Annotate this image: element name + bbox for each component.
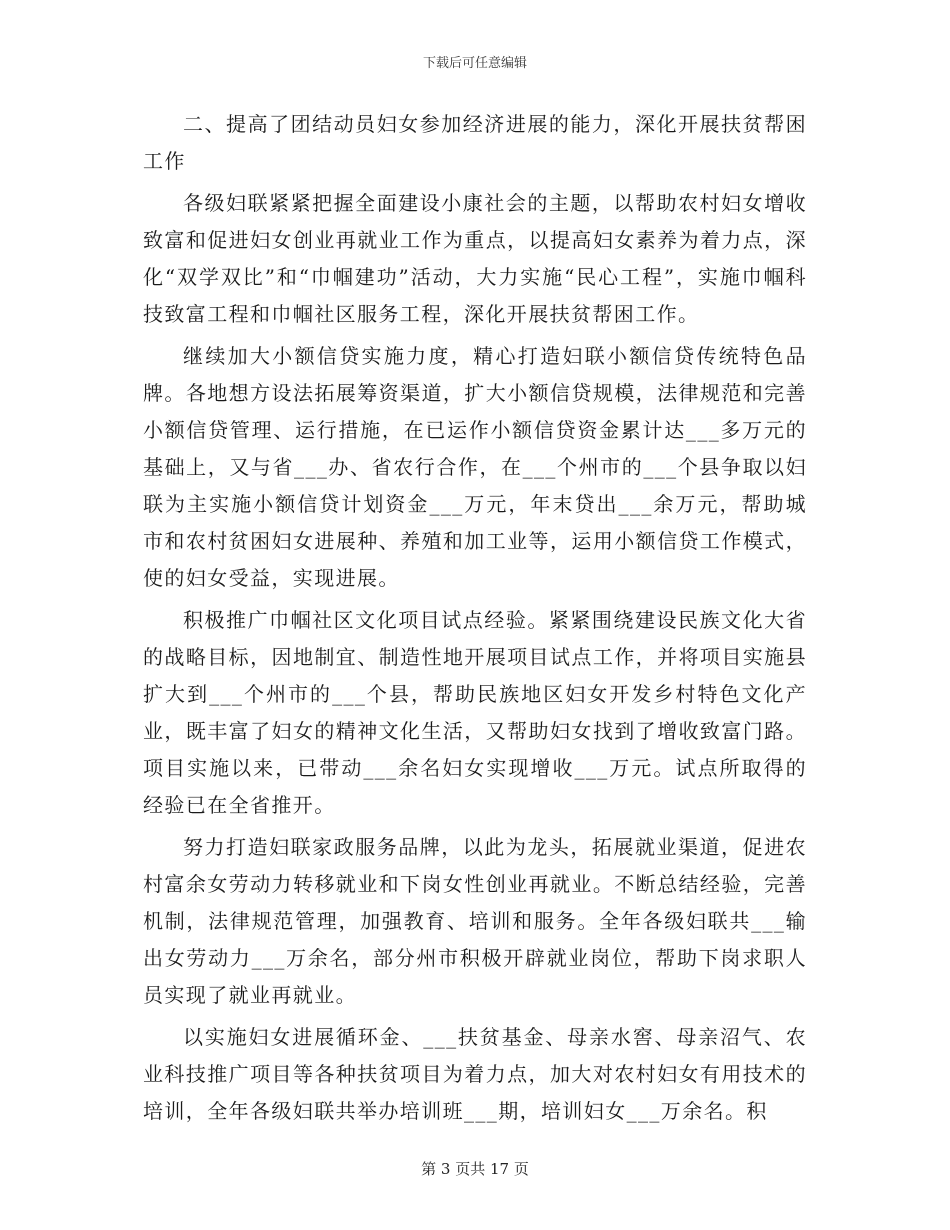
page-header-note: 下载后可任意编辑	[422, 56, 527, 71]
body-paragraph: 各级妇联紧紧把握全面建设小康社会的主题，以帮助农村妇女增收致富和促进妇女创业再就业工作为重点，以提高妇女素养为着力点，深化“双学双比”和“巾帼建功”活动，大力实施“民心工程”，实施巾帼科技致富工程和巾帼社区服务工程，深化开展扶贫帮困工作。	[143, 191, 807, 326]
section-heading: 二、提高了团结动员妇女参加经济进展的能力，深化开展扶贫帮困工作	[143, 112, 807, 173]
document-body	[143, 106, 807, 1135]
body-paragraph: 继续加大小额信贷实施力度，精心打造妇联小额信贷传统特色品牌。各地想方设法拓展筹资渠道，扩大小额信贷规模，法律规范和完善小额信贷管理、运行措施，在已运作小额信贷资金累计达___多万元的基础上，又与省___办、省农行合作，在___个州市的___个县争取以妇联为主实施小额信贷计划资金___万元，年末贷出___余万元，帮助城市和农村贫困妇女进展种、养殖和加工业等，运用小额信贷工作模式，使的妇女受益，实现进展。	[143, 344, 807, 590]
body-paragraph: 努力打造妇联家政服务品牌，以此为龙头，拓展就业渠道，促进农村富余女劳动力转移就业和下岗女性创业再就业。不断总结经验，完善机制，法律规范管理，加强教育、培训和服务。全年各级妇联共___输出女劳动力___万余名，部分州市积极开辟就业岗位，帮助下岗求职人员实现了就业再就业。	[143, 835, 807, 1007]
body-paragraph: 积极推广巾帼社区文化项目试点经验。紧紧围绕建设民族文化大省的战略目标，因地制宜、制造性地开展项目试点工作，并将项目实施县扩大到___个州市的___个县，帮助民族地区妇女开发乡村特色文化产业，既丰富了妇女的精神文化生活，又帮助妇女找到了增收致富门路。项目实施以来，已带动___余名妇女实现增收___万元。试点所取得的经验已在全省推开。	[143, 608, 807, 817]
body-paragraph: 以实施妇女进展循环金、___扶贫基金、母亲水窖、母亲沼气、农业科技推广项目等各种扶贫项目为着力点，加大对农村妇女有用技术的培训，全年各级妇联共举办培训班___期，培训妇女___万余名。积	[143, 1025, 807, 1123]
page-number: 第 3 页共 17 页	[421, 1160, 529, 1178]
